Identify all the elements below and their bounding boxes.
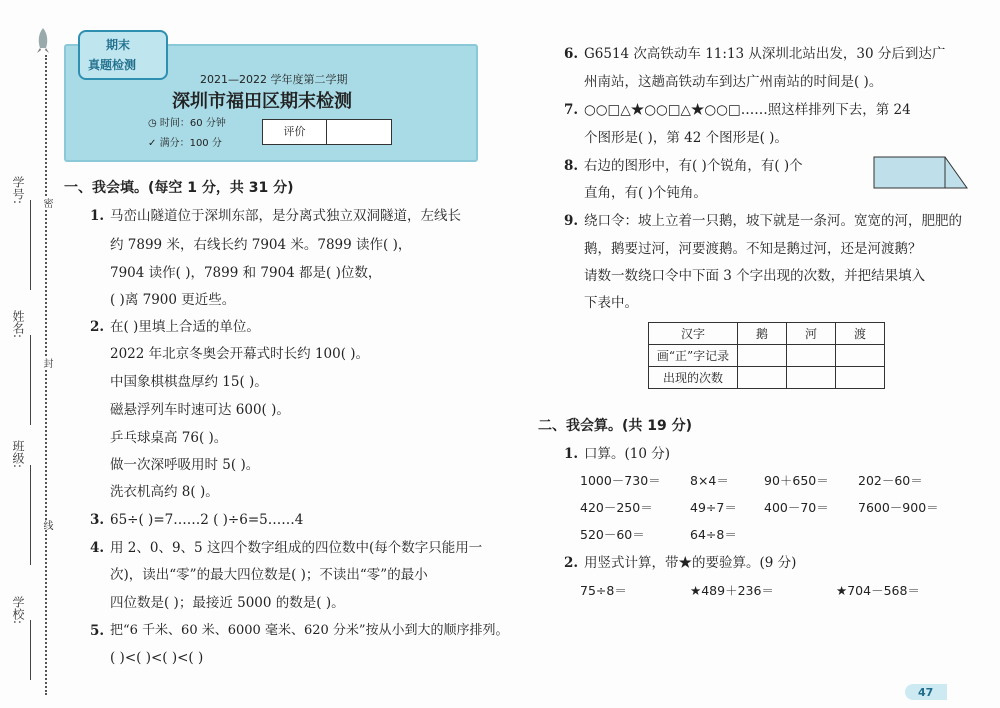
binding-dotted-line [45,55,47,695]
table-header-cell: 鹅 [738,323,787,345]
exam-badge [78,30,168,80]
rocket-icon [36,28,50,54]
q4-line1: 用 2、0、9、5 这四个数字组成的四位数中(每个数字只能用一 [110,540,483,556]
q2-line5: 乒乓球桌高 76( )。 [110,430,228,446]
q1-number: 1. [90,208,105,224]
s2-q2-number: 2. [564,555,579,571]
q3-number: 3. [90,512,105,528]
table-header-cell: 渡 [836,323,885,345]
vertical-item: ★489＋236＝ [690,583,774,598]
class-blank [30,465,31,565]
q6-number: 6. [564,46,579,62]
q7-number: 7. [564,102,579,118]
vertical-item: ★704－568＝ [836,583,920,598]
table-answer-cell[interactable] [787,345,836,367]
q2-line1: 在( )里填上合适的单位。 [110,319,260,335]
table-header-cell: 河 [787,323,836,345]
section2-heading: 二、我会算。(共 19 分) [538,418,693,434]
section1-heading: 一、我会填。(每空 1 分，共 31 分) [64,180,294,196]
seal-mi: 密 [41,198,52,208]
check-icon: ✓ [148,138,157,149]
q1-line3: 7904 读作( )，7899 和 7904 都是( )位数， [110,265,382,281]
q5-line2: ( )<( )<( )<( ) [110,650,204,666]
table-answer-cell[interactable] [836,345,885,367]
table-row-label: 出现的次数 [649,367,738,389]
q9-line3: 请数一数绕口令中下面 3 个字出现的次数，并把结果填入 [584,268,926,284]
table-header-cell: 汉字 [649,323,738,345]
time-info: ◷ 时间：60 分钟 [148,118,226,129]
oral-item: 7600－900＝ [858,500,939,515]
q8-number: 8. [564,158,579,174]
oral-item: 90＋650＝ [764,473,829,488]
s2-q2-title: 用竖式计算，带★的要验算。(9 分) [584,555,797,571]
oral-item: 202－60＝ [858,473,923,488]
school-label: 学校: [11,596,25,625]
q2-line3: 中国象棋棋盘厚约 15( )。 [110,374,268,390]
q5-line1: 把“6 千米、60 米、6000 毫米、620 分米”按从小到大的顺序排列。 [110,623,509,638]
q1-line4: ( )离 7900 更近些。 [110,292,236,308]
table-row [649,367,885,389]
vertical-item: 75÷8＝ [580,583,627,598]
school-blank [30,620,31,680]
student-id-label: 学号: [11,176,25,205]
q2-line7: 洗衣机高约 8( )。 [110,484,219,500]
q3-line1: 65÷( )=7……2 ( )÷6=5……4 [110,512,304,528]
q5-number: 5. [90,623,105,639]
evaluation-label: 评价 [263,120,327,144]
student-id-blank [30,200,31,290]
table-row [649,323,885,345]
q7-line2: 个图形是( )，第 42 个图形是( )。 [584,130,788,146]
table-row [649,345,885,367]
q9-number: 9. [564,213,579,229]
q2-line2: 2022 年北京冬奥会开幕式时长约 100( )。 [110,346,370,362]
oral-item: 420－250＝ [580,500,653,515]
q8-line2: 直角，有( )个钝角。 [584,185,707,201]
s2-q1-title: 口算。(10 分) [584,446,671,462]
q9-line2: 鹅，鹅要过河，河要渡鹅。不知是鹅过河，还是河渡鹅？ [584,241,922,257]
seal-feng: 封 [41,358,52,368]
q8-line1: 右边的图形中，有( )个锐角，有( )个 [584,158,803,174]
oral-item: 64÷8＝ [690,527,737,542]
badge-line2: 真题检测 [88,58,137,72]
q2-line6: 做一次深呼吸用时 5( )。 [110,457,260,473]
oral-item: 520－60＝ [580,527,645,542]
q9-line1: 绕口令：坡上立着一只鹅，坡下就是一条河。宽宽的河，肥肥的 [584,213,962,229]
s2-q1-number: 1. [564,446,579,462]
score-info: ✓ 满分：100 分 [148,138,222,149]
name-label: 姓名: [11,310,25,339]
table-answer-cell[interactable] [836,367,885,389]
q1-line2: 约 7899 米，右线长约 7904 米。7899 读作( )， [110,237,412,253]
seal-xian: 线 [41,520,52,530]
oral-item: 8×4＝ [690,473,729,488]
table-row-label: 画“正”字记录 [649,345,738,367]
table-answer-cell[interactable] [738,367,787,389]
name-blank [30,335,31,425]
table-answer-cell[interactable] [787,367,836,389]
school-year: 2021—2022 学年度第二学期 [200,73,348,86]
table-answer-cell[interactable] [738,345,787,367]
character-count-table [648,322,885,389]
q2-line4: 磁悬浮列车时速可达 600( )。 [110,402,290,418]
q1-line1: 马峦山隧道位于深圳东部，是分离式独立双洞隧道，左线长 [110,208,461,224]
page-number: 47 [918,686,934,699]
q7-line1: ○○□△★○○□△★○○□……照这样排列下去，第 24 [584,102,911,118]
badge-line1: 期末 [106,38,131,52]
clock-icon: ◷ [148,118,157,129]
exam-title: 深圳市福田区期末检测 [172,91,352,112]
evaluation-box [262,119,392,145]
q6-line1: G6514 次高铁动车 11:13 从深圳北站出发，30 分后到达广 [584,46,946,62]
q6-line2: 州南站，这趟高铁动车到达广州南站的时间是( )。 [584,74,883,90]
q9-line4: 下表中。 [584,295,638,311]
q4-number: 4. [90,540,105,556]
oral-item: 1000－730＝ [580,473,661,488]
q4-line3: 四位数是( )；最接近 5000 的数是( )。 [110,595,345,611]
oral-item: 49÷7＝ [690,500,737,515]
oral-item: 400－70＝ [764,500,829,515]
q4-line2: 次)，读出“零”的最大四位数是( )；不读出“零”的最小 [110,567,428,583]
class-label: 班级: [11,440,25,469]
trapezoid-figure [873,156,969,190]
q2-number: 2. [90,319,105,335]
